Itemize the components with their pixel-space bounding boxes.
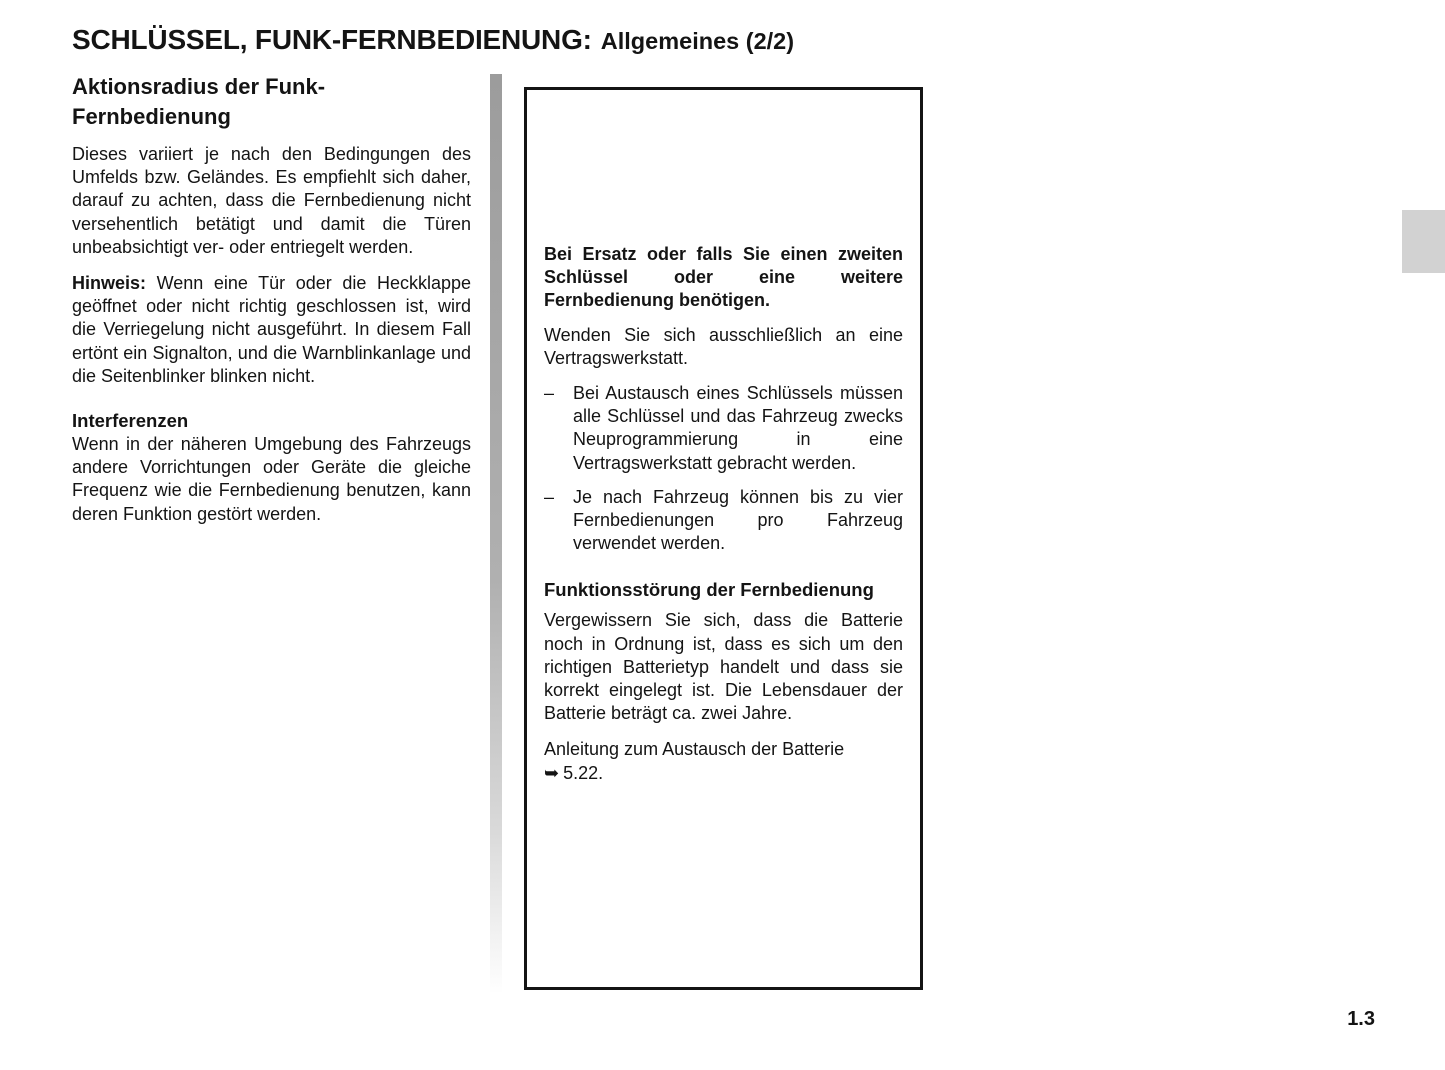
section-heading-action-radius: Aktionsradius der Funk-Fernbedienung [72,74,326,129]
paragraph-reference [544,738,903,784]
dash-bullet-marker: – [544,383,555,404]
reference-page-number: 5.22. [563,762,604,783]
page-number: 1.3 [1347,1008,1375,1030]
dash-bullet-marker: – [544,486,555,507]
paragraph-interference: Wenn in der näheren Umgebung des Fahrzeugs andere Vorrichtungen oder Geräte die gleiche Frequenz wie die Fernbedienung benutzen, kann deren Funktion gestört werden. [72,434,471,524]
list-item [544,486,903,556]
list-item-text: Je nach Fahrzeug können bis zu vier Fernbedienungen pro Fahrzeug verwendet werden. [573,486,903,554]
left-column [72,72,471,526]
info-box-bullet-list [544,382,903,555]
info-box-intro-text: Wenden Sie sich ausschließlich an eine Vertragswerkstatt. [544,324,903,368]
column-divider-bar [490,74,502,994]
chapter-edge-tab [1402,210,1445,273]
paragraph-note [72,272,471,388]
paragraph-action-radius: Dieses variiert je nach den Bedingungen des Umfelds bzw. Geländes. Es empfiehlt sich daher, darauf zu achten, dass die Fernbedienung nicht versehentlich betätigt und damit die Türen unbeabsichtigt ver- oder entriegelt werden. [72,144,471,257]
cross-reference-arrow-icon: ➥ [544,762,560,783]
info-box-intro-bold: Bei Ersatz oder falls Sie einen zweiten Schlüssel oder eine weitere Fernbedienung benötigen. [544,244,903,311]
list-item [544,382,903,475]
page-title [72,20,794,57]
reference-text: Anleitung zum Austausch der Batterie [544,739,845,760]
info-box [524,87,923,990]
note-label: Hinweis: [72,273,147,294]
page-title-main: SCHLÜSSEL, FUNK-FERNBEDIENUNG: [72,24,592,55]
note-text: Wenn eine Tür oder die Heckklappe geöffnet oder nicht richtig geschlossen ist, wird die Verriegelung nicht ausgeführt. In diesem Fall ertönt ein Signalton, und die Warnblinkanlage und die Seitenblinker blinken nicht. [72,273,471,386]
interference-heading: Interferenzen [72,410,189,432]
paragraph-malfunction: Vergewissern Sie sich, dass die Batterie noch in Ordnung ist, dass es sich um den richtigen Batterietyp handelt und dass sie korrekt eingelegt ist. Die Lebensdauer der Batterie beträgt ca. zwei Jahre. [544,610,903,724]
page-title-sub: Allgemeines (2/2) [600,28,795,54]
list-item-text: Bei Austausch eines Schlüssels müssen alle Schlüssel und das Fahrzeug zwecks Neuprogrammierung in eine Vertragswerkstatt gebracht werden. [573,383,903,473]
reference-line2 [544,762,903,785]
malfunction-heading: Funktionsstörung der Fernbedienung [544,579,874,601]
